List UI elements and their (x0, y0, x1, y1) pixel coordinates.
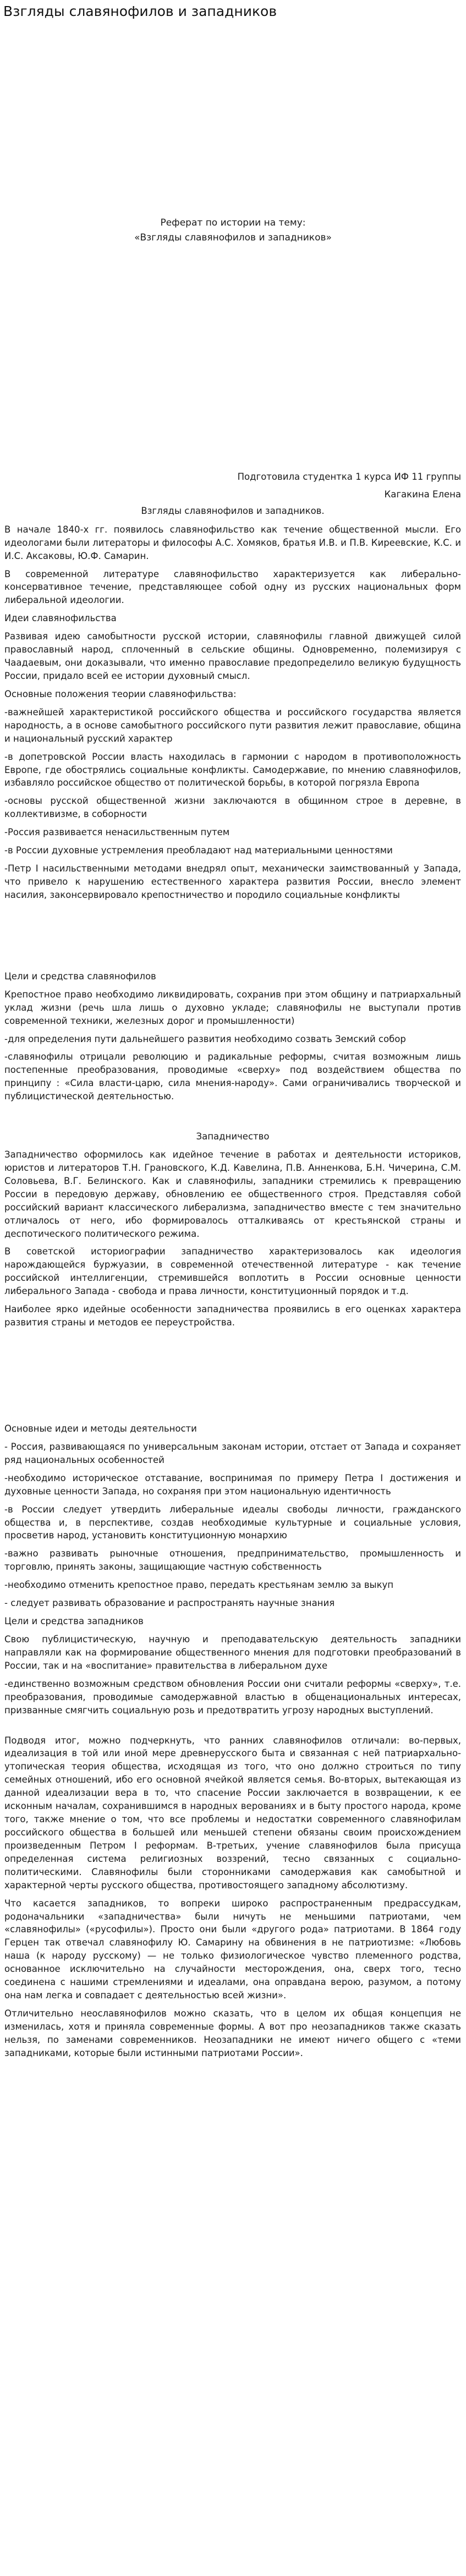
intro-paragraph-2: В современной литературе славянофильство характеризуется как либерально-консервативное течение, представляющее собой одну из русских национальных форм либеральной идеологии. (4, 568, 461, 606)
conclusion-paragraph-1: Подводя итог, можно подчеркнуть, что ранних славянофилов отличали: во-первых, идеализация в той или иной мере древнерусского быта и связанная с ней патриархально-утопическая теория общества, исходящая из того, что оно должно строиться по типу семейных отношений, ибо его основной ячейкой является семья. Во-вторых, вытекающая из данной идеализации вера в то, что спасение России заключается в возвращении, к ее исконным началам, сохранившимся в народных верованиях и в быту простого народа, кроме того, также мнение о том, что все проблемы и недостатки современного славянофилам российского общества в большей или меньшей степени обязаны своим происхождением произведенным Петром I реформам. В-третьих, учение славянофилов была присуща определенная система религиозных воззрений, тесно связанных с социально-политическими. Славянофилы были сторонниками самодержавия как самобытной и характерной черты русского общества, противостоящего западному абсолютизму. (4, 1735, 461, 1890)
spacer (4, 1108, 461, 1130)
cover-topic (0, 216, 466, 245)
zapad-goals-item-1: -единственно возможным средством обновления России они считали реформы «сверху», т.е. преобразования, проводимые самодержавной властью в общенациональных интересах, призванные смягчить социальную розь и предотвратить угрозу народных выступлений. (4, 1678, 461, 1715)
page-title: Взгляды славянофилов и западников (3, 3, 277, 19)
zapad-ideas-item-4: -важно развивать рыночные отношения, предпринимательство, промышленность и торговлю, принять законы, защищающие частную собственность (4, 1548, 461, 1572)
conclusion-paragraph-3: Отличительно неославянофилов можно сказать, что в целом их общая концепция не изменилась, хотя и приняла современные формы. А вот про неозападников также сказать нельзя, по заменами современников. Неозападники не имеют ничего общего с «теми западниками, которые были истинными патриотами России». (4, 2008, 461, 2058)
zapad-ideas-item-1: - Россия, развивающаяся по универсальным законам истории, отстает от Запада и сохраняет ряд национальных особенностей (4, 1441, 461, 1465)
zapad-ideas-item-6: - следует развивать образование и распространять научные знания (4, 1598, 335, 1609)
zapad-goals-paragraph: Свою публицистическую, научную и преподавательскую деятельность западники направляли как на формирование общественного мнения для подготовки преобразований в России, так и на «воспитание» правительства в либеральном духе (4, 1634, 461, 1671)
author-line-2: Кагакина Елена (384, 489, 461, 500)
zapad-ideas-item-2: -необходимо историческое отставание, воспринимая по примеру Петра I достижения и духовные ценности Запада, но сохраняя при этом национальную идентичность (4, 1472, 461, 1497)
intro-paragraph-1: В начале 1840-х гг. появилось славянофильство как течение общественной мысли. Его идеологами были литераторы и философы А.С. Хомяков, братья И.В. и П.В. Киреевские, К.С. и И.С. Аксаковы, Ю.Ф. Самарин. (4, 524, 461, 561)
slav-goals-paragraph: Крепостное право необходимо ликвидировать, сохранив при этом общину и патриархальный уклад жизни (речь шла лишь о духовно укладе; славянофилы не выступали против современной техники, железных дорог и промышленности) (4, 989, 461, 1026)
zapad-paragraph-2: В советской историографии западничество характеризовалось как идеология нарождающейся буржуазии, в современной отечественной литературе - как течение российской интеллигенции, стремившейся воплотить в России основные ценности либерального Запада - свобода и права личности, конституционный порядок и т.д. (4, 1246, 461, 1297)
principle-item-1: -важнейшей характеристикой российского общества и российского государства является народность, а в основе самобытного российского пути развития лежит православие, община и национальный русский характер (4, 706, 461, 744)
section-heading-slav-goals: Цели и средства славянофилов (4, 971, 156, 982)
author-line-1: Подготовила студентка 1 курса ИФ 11 группы (237, 472, 461, 482)
section-heading-zapad: Западничество (196, 1131, 270, 1142)
section-heading-zapad-ideas: Основные идеи и методы деятельности (4, 1423, 197, 1434)
spacer (4, 1722, 461, 1734)
slav-goals-item-1: -для определения пути дальнейшего развития необходимо созвать Земский собор (4, 1033, 406, 1044)
zapad-ideas-item-3: -в России следует утвердить либеральные идеалы свободы личности, гражданского общества и, в перспективе, создав необходимые культурные и социальные условия, просветив народ, установить конституционную монархию (4, 1504, 461, 1541)
principle-item-3: -основы русской общественной жизни заключаются в общинном строе в деревне, в коллективизме, в соборности (4, 796, 461, 820)
principle-item-2: -в допетровской России власть находилась в гармонии с народом в противоположность Европе, где обострялись социальные конфликты. Самодержавие, по мнению славянофилов, избавляло российское общество от политической борьбы, в которой погрязла Европа (4, 751, 461, 788)
principle-item-5: -в России духовные устремления преобладают над материальными ценностями (4, 845, 393, 856)
document-subtitle: Взгляды славянофилов и западников. (141, 505, 325, 516)
principle-item-4: -Россия развивается ненасильственным путем (4, 827, 230, 838)
conclusion-paragraph-2: Что касается западников, то вопреки широко распространенным предрассудкам, родоначальники «западничества» были ничуть не меньшими патриотами, чем «славянофилы» («русофилы»). Просто они были «другого рода» патриотами. В 1864 году Герцен так отвечал славянофилу Ю. Самарину на обвинения в не патриотизме: «Любовь наша (к народу русскому) — не только физиологическое чувство племенного родства, основанное исключительно на случайности месторождения, она, сверх того, тесно соединена с нашими стремлениями и идеалами, она оправдана верою, разумом, а потому она нам легка и совпадает с деятельностью всей жизни». (4, 1898, 461, 2001)
zapad-ideas-item-5: -необходимо отменить крепостное право, передать крестьянам землю за выкуп (4, 1580, 394, 1591)
section-heading-zapad-goals: Цели и средства западников (4, 1616, 144, 1627)
slav-goals-item-2: -славянофилы отрицали революцию и радикальные реформы, считая возможным лишь постепенные преобразования, проводимые «сверху» под воздействием общества по принципу : «Сила власти-царю, сила мнения-народу». Сами ограничивались творческой и публицистической деятельностью. (4, 1051, 461, 1102)
spacer (4, 907, 461, 970)
spacer (4, 1334, 461, 1422)
zapad-paragraph-3: Наиболее ярко идейные особенности западничества проявились в его оценках характера развития страны и методов ее переустройства. (4, 1304, 461, 1328)
slav-ideas-paragraph: Развивая идею самобытности русской истории, славянофилы главной движущей силой православный народ, сплоченный в сельские общины. Одновременно, полемизируя с Чаадаевым, они доказывали, что именно православие предопределило великую будущность России, придало всей ее истории духовный смысл. (4, 631, 461, 681)
cover-line-1: Реферат по истории на тему: (160, 217, 306, 228)
principles-heading: Основные положения теории славянофильства: (4, 688, 237, 699)
section-heading-slav-ideas: Идеи славянофильства (4, 613, 117, 624)
zapad-paragraph-1: Западничество оформилось как идейное течение в работах и деятельности историков, юристов и литераторов Т.Н. Грановского, К.Д. Кавелина, П.В. Анненкова, Б.Н. Чичерина, С.М. Соловьева, В.Г. Белинского. Как и славянофилы, западники стремились к превращению России в передовую державу, обновлению ее общественного строя. Представляя собой российский вариант классического либерализма, западничество вместе с тем значительно отличалось от него, ибо формировалось отталкиваясь от крестьянской страны и деспотического политического режима. (4, 1149, 461, 1239)
document-body (4, 470, 461, 2065)
cover-line-2: «Взгляды славянофилов и западников» (134, 232, 332, 244)
principle-item-6: -Петр I насильственными методами внедрял опыт, механически заимствованный у Запада, что привело к нарушению естественного характера развития России, внесло элемент насилия, законсервировало крепостничество и породило социальные конфликты (4, 863, 461, 900)
